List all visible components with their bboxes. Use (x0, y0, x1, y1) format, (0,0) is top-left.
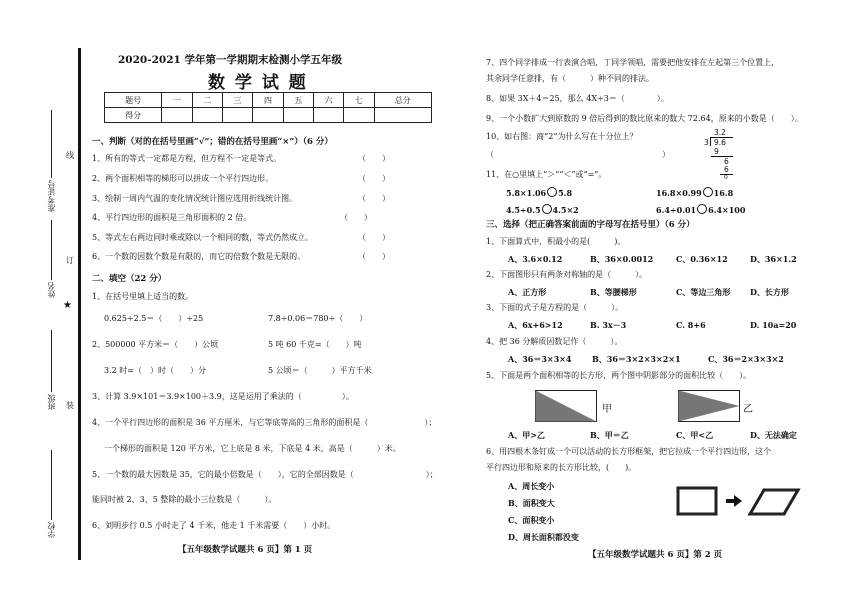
score-cell: 总分 (374, 93, 431, 108)
question-text: 11、在○里填上“＞”“＜”或“=”。 (486, 170, 607, 179)
rectangle-figure-jia (535, 390, 597, 422)
option-d[interactable]: D、36×1.2 (750, 254, 797, 264)
division-divisor: 3 (704, 138, 709, 147)
section-heading: 一、判断（对的在括号里画“√”；错的在括号里画“×”）（6 分） (92, 137, 333, 147)
name-label: 姓名 (47, 282, 56, 298)
class-label: 班级 (47, 394, 56, 410)
frame-transform-figure (672, 482, 804, 522)
compare-item (656, 204, 745, 215)
question-text: 5 吨 60 千克=（ ）吨 (268, 340, 362, 349)
question-text: 其余同学任意排，有（ ）种不同的排法。 (486, 74, 654, 83)
option-a[interactable]: A、甲>乙 (508, 430, 545, 440)
question-text: 5 公顷＝（ ）平方千米 (268, 366, 372, 375)
score-header-row (105, 93, 432, 108)
option-c[interactable]: C、面积变小 (508, 515, 555, 525)
question-text: 2、下面图形只有两条对称轴的是（ ）。 (486, 270, 648, 279)
score-cell: 一 (162, 93, 192, 108)
question-text: 10、如右图：商“2”为什么写在十分位上？ (486, 132, 638, 141)
question-text: 能同时被 2、3、5 整除的最小三位数是（ ）。 (92, 495, 277, 504)
option-c[interactable]: C、等边三角形 (676, 287, 731, 297)
name-field[interactable] (51, 220, 52, 280)
score-input[interactable] (192, 108, 222, 123)
score-cell: 题号 (105, 93, 162, 108)
division-step: 0 (724, 174, 728, 181)
compare-circle-icon[interactable] (542, 204, 552, 214)
score-table (104, 92, 432, 123)
score-input[interactable] (253, 108, 283, 123)
score-input[interactable] (162, 108, 192, 123)
division-line (711, 156, 733, 157)
option-c[interactable]: C. 8+6 (676, 320, 706, 330)
question-text: 3.2 时=（ ）时（ ）分 (104, 366, 206, 375)
option-b[interactable]: B、面积变大 (508, 498, 555, 508)
frame-corner-nails (676, 486, 717, 515)
page-footer: 【五年级数学试题共 6 页】第 1 页 (178, 545, 313, 555)
school-field[interactable] (51, 450, 52, 520)
answer-paren[interactable]: （ ） (340, 213, 372, 222)
option-a[interactable]: A、周长变小 (508, 481, 555, 491)
compare-left: 5.8×1.06 (506, 188, 547, 198)
question-text: 2、两个面积相等的梯形可以拼成一个平行四边形。 (92, 174, 274, 183)
answer-paren[interactable]: （ ） (358, 154, 390, 163)
option-b[interactable]: B、36＝3×2×3×2×1 (592, 354, 681, 364)
section-heading: 二、填空（22 分） (92, 274, 167, 284)
compare-right: 16.8 (713, 188, 734, 198)
seal-mark: 装 (66, 401, 74, 410)
option-b[interactable]: B、等腰梯形 (590, 287, 637, 297)
question-text: 3、计算 3.9×101＝3.9×100＋3.9，这是运用了乘法的（ ）。 (92, 392, 354, 401)
option-a[interactable]: A、36＝3×3×4 (508, 354, 572, 364)
question-text: 4、一个平行四边形的面积是 36 平方厘米，与它等底等高的三角形的面积是（ ）； (92, 418, 437, 427)
compare-circle-icon[interactable] (703, 187, 713, 197)
seal-mark: 线 (66, 151, 74, 160)
question-text: 4、平行四边形的面积是三角形面积的 2 倍。 (92, 213, 252, 222)
compare-item (506, 204, 579, 215)
score-input[interactable] (313, 108, 343, 123)
question-text: 6、刘明步行 0.5 小时走了 4 千米，他走 1 千米需要（ ）小时。 (92, 521, 336, 530)
binding-line (78, 48, 81, 560)
question-text: 3、下面的式子是方程的是（ ）。 (486, 303, 624, 312)
score-cell: 得分 (105, 108, 162, 123)
option-d[interactable]: D、周长面积都没变 (508, 532, 579, 542)
parallelogram-frame (750, 490, 798, 514)
question-text: 3、绘制一周内气温的变化情况统计图应选用折线统计图。 (92, 194, 298, 203)
division-quotient: 3.2 (714, 128, 726, 137)
question-text: 4、把 36 分解质因数记作（ ）。 (486, 337, 623, 346)
option-a[interactable]: A、6x+6>12 (508, 320, 563, 330)
arrow-right-icon (726, 495, 742, 507)
answer-paren[interactable]: （ ） (358, 174, 390, 183)
score-input[interactable] (222, 108, 252, 123)
figure-label: 乙 (743, 404, 753, 415)
score-input[interactable] (374, 108, 431, 123)
long-division-figure (700, 128, 740, 180)
question-text: 7.8÷0.06＝780÷（ ） (268, 314, 368, 323)
score-cell: 五 (283, 93, 313, 108)
question-text: 平行四边形和原来的长方形比较，( )。 (486, 463, 637, 472)
question-text: 6、用四根木条钉成一个可以活动的长方形框架，把它拉成一个平行四边形，这个 (486, 447, 772, 456)
option-c[interactable]: C、甲<乙 (676, 430, 714, 440)
question-text: 2、500000 平方米＝（ ）公顷 (92, 340, 219, 349)
division-step: 6 (724, 157, 729, 166)
question-text: 9、一个小数扩大到原数的 9 倍后得到的数比原来的数大 72.64，原来的小数是（ ）。 (486, 114, 803, 123)
score-input[interactable] (283, 108, 313, 123)
score-cell: 七 (344, 93, 374, 108)
score-value-row (105, 108, 432, 123)
option-c[interactable]: C、0.36×12 (676, 254, 728, 264)
rectangle-frame (678, 488, 716, 514)
question-text: 7、四个同学排成一行表演合唱，丁同学领唱，需要把他安排在左起第三个位置上， (486, 58, 780, 67)
division-step: 9 (714, 147, 719, 156)
score-cell: 四 (253, 93, 283, 108)
exam-id-label: 准考证号 (47, 180, 56, 212)
exam-id-field[interactable] (51, 110, 52, 178)
score-cell: 三 (222, 93, 252, 108)
question-text: 6、一个数的因数个数是有限的，而它的倍数个数是无限的。 (92, 252, 306, 261)
compare-right: 6.4×100 (708, 205, 746, 215)
section-heading: 三、选择（把正确答案前面的字母写在括号里）（6 分） (486, 220, 695, 230)
compare-circle-icon[interactable] (547, 187, 557, 197)
division-step: 6 (724, 165, 729, 174)
compare-left: 6.4÷0.01 (656, 205, 697, 215)
class-field[interactable] (51, 330, 52, 392)
compare-item (506, 187, 572, 198)
compare-right: 5.8 (558, 188, 573, 198)
figure-label: 甲 (602, 404, 612, 415)
question-text: 0.625÷2.5＝（ ）÷25 (104, 314, 204, 323)
compare-left: 16.8×0.99 (656, 188, 702, 198)
question-text: 1、在括号里填上适当的数。 (92, 292, 194, 301)
question-text: 一个梯形的面积是 120 平方米，它上底是 8 米，下底是 4 米，高是（ ）米。 (104, 444, 401, 453)
option-b[interactable]: B. 3x－3 (590, 320, 627, 330)
question-text: 5、下面是两个面积相等的长方形，两个图中阴影部分的面积比较（ ）。 (486, 371, 752, 380)
option-d[interactable]: D、长方形 (750, 287, 789, 297)
option-d[interactable]: D. 10a=20 (750, 320, 797, 330)
page-footer: 【五年级数学试题共 6 页】第 2 页 (588, 550, 723, 560)
option-a[interactable]: A、正方形 (508, 287, 547, 297)
question-text: 1、下面算式中，积最小的是( )。 (486, 237, 626, 246)
score-cell: 六 (313, 93, 343, 108)
option-c[interactable]: C、36＝2×3×3×2 (708, 354, 784, 364)
option-b[interactable]: B、甲＝乙 (590, 430, 629, 440)
question-text: 5、等式左右两边同时乘或除以一个相同的数，等式仍然成立。 (92, 233, 314, 242)
school-label: 学校 (47, 522, 56, 538)
option-a[interactable]: A、3.6×0.12 (508, 254, 563, 264)
rectangle-figure-yi (678, 390, 740, 422)
compare-item (656, 187, 733, 198)
answer-paren[interactable]: （ ） (358, 252, 390, 261)
compare-circle-icon[interactable] (697, 204, 707, 214)
question-text: 8、如果 3X＋4＝25，那么 4X÷3＝（ ）。 (486, 94, 669, 103)
division-dividend: 9.6 (714, 138, 726, 147)
score-cell: 二 (192, 93, 222, 108)
option-d[interactable]: D、无法确定 (750, 430, 797, 440)
score-input[interactable] (344, 108, 374, 123)
exam-title: 2020-2021 学年第一学期期末检测小学五年级 (118, 54, 342, 66)
answer-paren[interactable]: （ ） (358, 194, 390, 203)
seal-mark: 订 (66, 256, 74, 265)
answer-paren[interactable]: （ ） (358, 233, 390, 242)
answer-paren[interactable]: （ ） (486, 150, 670, 159)
option-b[interactable]: B、36×0.0012 (590, 254, 654, 264)
compare-left: 4.5÷0.5 (506, 205, 541, 215)
question-text: 1、所有的等式一定都是方程，但方程不一定是等式。 (92, 154, 282, 163)
exam-subtitle: 数 学 试 题 (208, 73, 308, 93)
question-text: 5、一个数的最大因数是 35，它的最小倍数是（ ），它的全部因数是（ ）； (92, 470, 438, 479)
division-bracket (710, 137, 711, 146)
star-icon: ★ (63, 300, 72, 311)
compare-right: 4.5×2 (552, 205, 579, 215)
